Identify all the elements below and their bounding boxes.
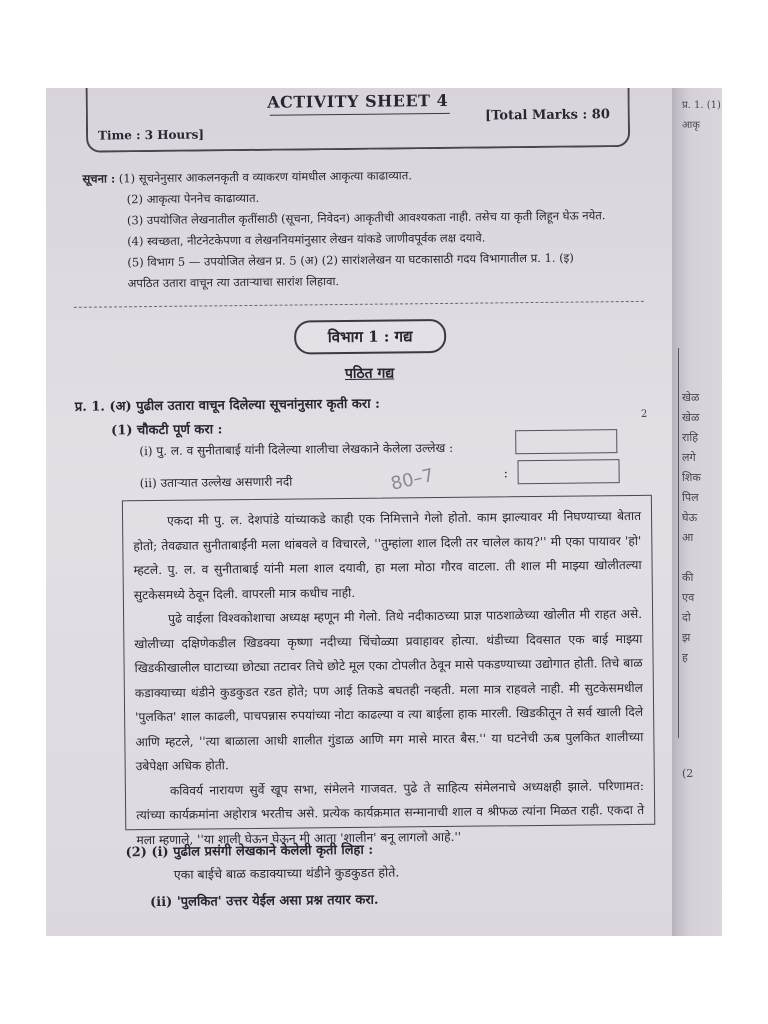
adjacent-line: एव bbox=[682, 591, 695, 604]
adjacent-line: दो bbox=[682, 611, 691, 624]
adjacent-line: लगे bbox=[682, 451, 696, 464]
question-2-heading: (2) (i) पुढील प्रसंगी लेखकाने केलेली कृती लिहा : bbox=[125, 842, 374, 861]
adjacent-line: खेळ bbox=[682, 391, 700, 404]
question-1-item-ii: (ii) उताऱ्यात उल्लेख असणारी नदी bbox=[139, 474, 293, 491]
answer-box[interactable] bbox=[515, 429, 617, 454]
question-2-item-ii: (ii) 'पुलकित' उत्तर येईल असा प्रश्न तयार करा. bbox=[150, 892, 379, 911]
sub-heading: पठित गद्य bbox=[344, 365, 395, 383]
passage-paragraph: कविवर्य नारायण सुर्वे खूप सभा, संमेलने गाजवत. पुढे ते साहित्य संमेलनाचे अध्यक्षही झाले. परिणामत: त्यांच्या कार्यक्रमांना अहोरात्र भरतीच असे. प्रत्येक कार्यक्रमात सन्मानाची शाल व श्रीफळ त्यांना मिळत राही. एकदा ते मला म्हणाले, ''या शाली घेऊन घेऊन मी आता 'शालीन' बनू लागलो आहे.'' bbox=[136, 778, 645, 847]
adjacent-page-bottom: (2 bbox=[682, 767, 694, 780]
passage-box bbox=[122, 495, 655, 847]
marks-number: 2 bbox=[640, 408, 648, 420]
passage-paragraph: पुढे वाईला विश्वकोशाचा अध्यक्ष म्हणून मी गेलो. तिथे नदीकाठच्या प्राज्ञ पाठशाळेच्या खोलीत मी राहत असे. खोलीच्या दक्षिणेकडील खिडक्या कृष्णा नदीच्या चिंचोळ्या प्रवाहावर होत्या. थंडीच्या दिवसात एक बाई माझ्या खिडकीखालील घाटाच्या छोट्या तटावर तिचे छोटे मूल एका टोपलीत ठेवून मासे पकडण्याच्या उद्योगात होती. तिचे बाळ कडाक्याच्या थंडीने कुडकुडत रडत होते; पण आई तिकडे बघतही नव्हती. मला मात्र राहवले नाही. मी सुटकेसमधील 'पुलकित' शाल काढली, पाचपन्नास रुपयांच्या नोटा काढल्या व त्या बाईला हाक मारली. खिडकीतून ते सर्व खाली दिले आणि म्हटले, ''त्या बाळाला आधी शालीत गुंडाळ आणि मग मासे मारत बैस.'' या घटनेची ऊब पुलकित शालीच्या उबेपेक्षा अधिक होती. bbox=[134, 606, 644, 774]
sheet-title: ACTIVITY SHEET 4 bbox=[267, 90, 449, 112]
colon-mark: : bbox=[503, 466, 509, 482]
section-heading: विभाग 1 : गद्य bbox=[294, 319, 446, 355]
question-2-answer: एका बाईचे बाळ कडाक्याच्या थंडीने कुडकुडत होते. bbox=[173, 864, 400, 882]
instruction-item: (5) विभाग 5 — उपयोजित लेखन प्र. 5 (अ) (2) सारांशलेखन या घटकासाठी गदय विभागातील प्र. 1. (इ) bbox=[127, 250, 574, 270]
adjacent-line: ह bbox=[682, 651, 688, 664]
dashed-divider bbox=[74, 301, 644, 308]
instructions-label: सूचना : bbox=[82, 171, 116, 186]
activity-sheet-page bbox=[46, 88, 650, 936]
adjacent-line: आ bbox=[682, 531, 694, 544]
instructions-block bbox=[82, 163, 643, 295]
answer-box[interactable] bbox=[517, 459, 619, 484]
adjacent-line: राहि bbox=[682, 431, 699, 444]
total-marks-label: [Total Marks : 80 bbox=[484, 107, 610, 124]
adjacent-line: की bbox=[682, 571, 694, 584]
adjacent-line: झ bbox=[682, 631, 691, 644]
instruction-item: अपठित उतारा वाचून त्या उताऱ्याचा सारांश लिहावा. bbox=[127, 274, 340, 291]
document-photo bbox=[46, 88, 722, 936]
pencil-annotation: 80–7 bbox=[388, 464, 436, 495]
adjacent-line bbox=[682, 548, 701, 568]
header-box bbox=[86, 88, 631, 153]
question-1-heading: प्र. 1. (अ) पुढील उतारा वाचून दिलेल्या सूचनांनुसार कृती करा : bbox=[74, 396, 380, 415]
adjacent-line: शिक bbox=[682, 471, 701, 484]
adjacent-page-edge bbox=[672, 88, 722, 936]
question-1-item-i: (i) पु. ल. व सुनीताबाई यांनी दिलेल्या शालीचा लेखकाने केलेला उल्लेख : bbox=[139, 440, 454, 459]
instruction-item: (4) स्वच्छता, नीटनेटकेपणा व लेखननियमांनुसार लेखन यांकडे जाणीवपूर्वक लक्ष दयावे. bbox=[127, 230, 486, 249]
instruction-item: (3) उपयोजित लेखनातील कृतींसाठी (सूचना, निवेदन) आकृतीची आवश्यकता नाही. तसेच या कृती लिहून घेऊ नयेत. bbox=[126, 208, 606, 228]
adjacent-line: खेळ bbox=[682, 411, 700, 424]
title-underline bbox=[270, 113, 450, 116]
adjacent-page-lines bbox=[682, 388, 701, 668]
instruction-item: (1) सूचनेनुसार आकलनकृती व व्याकरण यांमधील आकृत्या काढाव्यात. bbox=[118, 168, 413, 186]
adjacent-page-heading: प्र. 1. (1) आकृ bbox=[682, 100, 721, 131]
time-label: Time : 3 Hours] bbox=[97, 127, 205, 143]
passage-paragraph: एकदा मी पु. ल. देशपांडे यांच्याकडे काही एक निमित्ताने गेलो होतो. काम झाल्यावर मी निघण्याच्या बेतात होतो; तेवढ्यात सुनीताबाईंनी मला थांबवले व विचारले, ''तुम्हांला शाल दिली तर चालेल काय?'' मी एका पायावर 'हो' म्हटले. पु. ल. व सुनीताबाई यांनी मला शाल दयावी, हा मला मोठा गौरव वाटला. ती शाल मी माझ्या खोलीतल्या सुटकेसमध्ये ठेवून दिली. वापरली मात्र कधीच नाही. bbox=[133, 508, 642, 602]
adjacent-line: पिल bbox=[682, 491, 699, 504]
adjacent-line: घेऊ bbox=[682, 511, 698, 524]
instruction-item: (2) आकृत्या पेननेच काढाव्यात. bbox=[126, 190, 260, 207]
question-1-sub-1: (1) चौकटी पूर्ण करा : bbox=[111, 422, 223, 439]
